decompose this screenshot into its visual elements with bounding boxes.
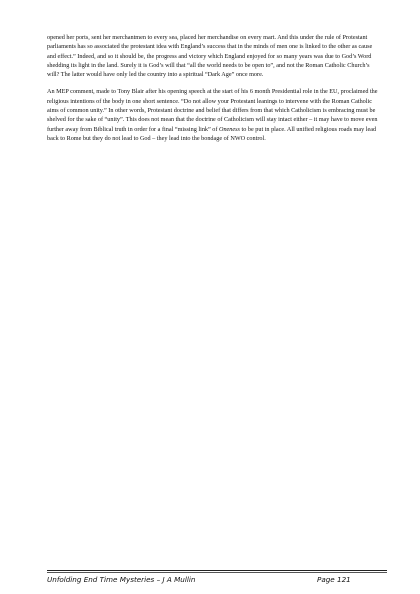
paragraph-2-text-a: An MEP comment, made to Tony Blair after his opening speech at the start of his 6 month Presidential role in the EU, proclaimed the religious intentions of the body in one short sentence. “Do not allow your Protestant leanings to intervene with the Roman Catholic aims of common unity.” In other words, Protestant doctrine and belief that differs from that which Catholicism is embracing must be shelved for the sake of “unity”. This does not mean that the doctrine of Catholicism will stay intact either – it may have to move even further away from Biblical truth in order for a final “missing link” of [47, 88, 378, 133]
footer-rule-thin [47, 572, 387, 573]
paragraph-2 [47, 87, 382, 143]
oneness-italic: Oneness [219, 125, 240, 133]
footer-rule [47, 570, 387, 571]
footer-page-number: Page 121 [317, 575, 351, 584]
paragraph-1 [47, 33, 382, 79]
page-footer [47, 575, 387, 585]
body-text [47, 33, 382, 151]
paragraph-1-text: opened her ports, sent her merchantmen to every sea, placed her merchandise on every mart. And this under the rule of Protestant parliaments has so associated the protestant idea with England’s success that in the minds of men one is linked to the other as cause and effect.” Indeed, and so it should be, the progress and victory which England enjoyed for so many years was due to God’s Word shedding its light in the land. Surely it is God’s will that “all the world needs to be open to”, and not the Roman Catholic Church’s will? The latter would have only led the country into a spiritual “Dark Age” once more. [47, 34, 373, 79]
paragraph-2-text-b: to be put in place. All unified religious roads may lead back to Rome but they do not lead to God – they lead into the bondage of NWO control. [47, 125, 377, 142]
footer-book-title: Unfolding End Time Mysteries – J A Mullin [47, 575, 196, 584]
